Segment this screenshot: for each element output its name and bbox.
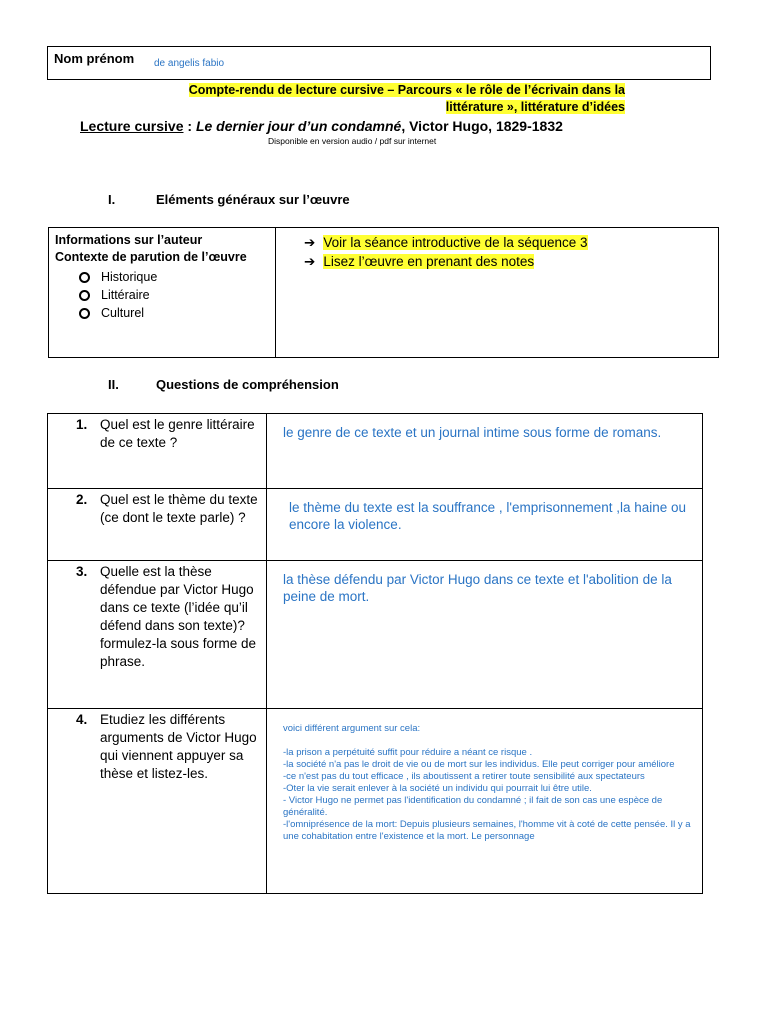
question-text: Quel est le genre littéraire de ce texte ? xyxy=(100,417,255,450)
argument-line: - Victor Hugo ne permet pas l'identification du condamné ; il fait de son cas une espèce de généralité. xyxy=(283,795,663,818)
lecture-label: Lecture cursive xyxy=(80,118,184,134)
section-2-heading xyxy=(108,377,508,395)
list-item xyxy=(79,268,269,286)
title-line-1: Compte-rendu de lecture cursive – Parcours « le rôle de l’écrivain dans la xyxy=(188,83,625,97)
answer-intro: voici différent argument sur cela: xyxy=(283,723,421,734)
answer-text[interactable] xyxy=(267,709,702,843)
answer-cell[interactable] xyxy=(267,489,703,561)
lecture-colon: : xyxy=(183,118,196,134)
argument-line: -la société n'a pas le droit de vie ou de mort sur les individus. Elle peut corriger pour améliore xyxy=(283,759,675,770)
list-item xyxy=(79,286,269,304)
argument-line: -l'omniprésence de la mort: Depuis plusieurs semaines, l'homme vit à coté de cette pensée. Il y a une cohabitation entre l'existence et la mort. Le personnage xyxy=(283,819,691,842)
context-list xyxy=(55,268,269,322)
answer-text[interactable]: le thème du texte est la souffrance , l'emprisonnement ,la haine ou encore la violence. xyxy=(289,500,687,532)
question-cell xyxy=(48,414,267,489)
instruction-text: Lisez l’œuvre en prenant des notes xyxy=(323,254,535,269)
question-cell xyxy=(48,489,267,561)
table-row xyxy=(48,561,703,709)
document-title xyxy=(120,82,625,116)
answer-text[interactable]: le genre de ce texte et un journal intime sous forme de romans. xyxy=(283,425,662,440)
name-value[interactable]: de angelis fabio xyxy=(154,58,225,69)
questions-table xyxy=(47,413,703,894)
question-number: 4. xyxy=(76,712,88,727)
bullet-label: Littéraire xyxy=(101,288,150,302)
question-cell xyxy=(48,709,267,894)
context-heading: Contexte de parution de l’œuvre xyxy=(55,250,247,264)
answer-cell[interactable] xyxy=(267,414,703,489)
author-info-heading: Informations sur l’auteur xyxy=(55,233,203,247)
instruction-item xyxy=(304,233,718,252)
argument-line: -la prison a perpétuité suffit pour réduire a néant ce risque . xyxy=(283,747,533,758)
availability-note: Disponible en version audio / pdf sur internet xyxy=(268,136,437,146)
question-text: Etudiez les différents arguments de Victor Hugo qui viennent appuyer sa thèse et listez-les. xyxy=(100,712,257,781)
answer-text[interactable]: la thèse défendu par Victor Hugo dans ce texte et l'abolition de la peine de mort. xyxy=(283,572,672,604)
answer-cell[interactable] xyxy=(267,709,703,894)
section-1-number: I. xyxy=(108,192,116,207)
title-line-2: littérature », littérature d’idées xyxy=(445,100,625,114)
argument-line: -Oter la vie serait enlever à la société un individu qui pourrait lui être utile. xyxy=(283,783,592,794)
table-row xyxy=(48,709,703,894)
arrow-right-icon: ➔ xyxy=(304,254,316,269)
question-text: Quel est le thème du texte (ce dont le texte parle) ? xyxy=(100,492,258,525)
section-1-title: Eléments généraux sur l’œuvre xyxy=(156,192,350,207)
general-info-left-cell xyxy=(49,228,276,358)
question-text: Quelle est la thèse défendue par Victor Hugo dans ce texte (l’idée qu’il défend dans son texte)? formulez-la sous forme de phrase. xyxy=(100,564,257,669)
table-row xyxy=(48,414,703,489)
table-row xyxy=(48,489,703,561)
name-field-box[interactable] xyxy=(47,46,711,80)
bullet-label: Historique xyxy=(101,270,158,284)
question-cell xyxy=(48,561,267,709)
book-years: 1829-1832 xyxy=(495,118,563,134)
instruction-text: Voir la séance introductive de la séquence 3 xyxy=(323,235,588,250)
arrow-right-icon: ➔ xyxy=(304,235,316,250)
general-info-table xyxy=(48,227,719,358)
answer-cell[interactable] xyxy=(267,561,703,709)
argument-line: -ce n'est pas du tout efficace , ils aboutissent a retirer toute sensibilité aux spectateurs xyxy=(283,771,645,782)
question-number: 3. xyxy=(76,564,88,579)
name-label: Nom prénom xyxy=(54,51,135,66)
bullet-ring-icon xyxy=(79,290,90,301)
question-number: 1. xyxy=(76,417,88,432)
book-author: , Victor Hugo, xyxy=(401,118,496,134)
section-2-title: Questions de compréhension xyxy=(156,377,339,392)
bullet-ring-icon xyxy=(79,308,90,319)
book-title: Le dernier jour d’un condamné xyxy=(195,118,402,134)
instruction-item xyxy=(304,252,718,271)
question-number: 2. xyxy=(76,492,88,507)
section-1-heading xyxy=(108,192,508,210)
section-2-number: II. xyxy=(108,377,119,392)
list-item xyxy=(79,304,269,322)
general-info-right-cell xyxy=(276,228,719,358)
lecture-line xyxy=(80,118,563,134)
bullet-ring-icon xyxy=(79,272,90,283)
bullet-label: Culturel xyxy=(101,306,145,320)
